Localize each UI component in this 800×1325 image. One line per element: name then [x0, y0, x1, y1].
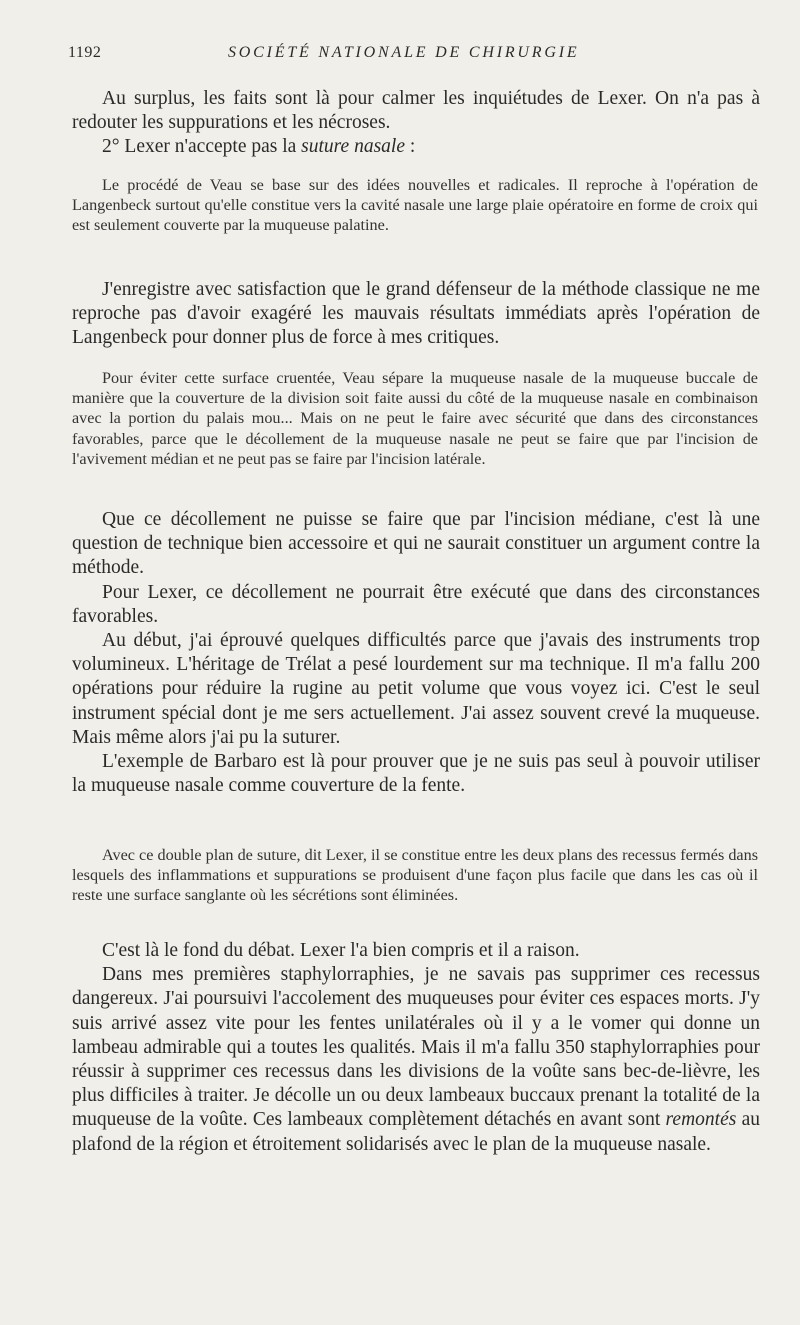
point-2-prefix: 2° Lexer n'accepte pas la	[102, 136, 302, 158]
page-number: 1192	[68, 44, 102, 61]
paragraph-pour-lexer: Pour Lexer, ce décollement ne pourrait être exécuté que dans des circonstances favorables.	[72, 581, 760, 627]
section-3-block	[72, 939, 760, 1157]
lexer-quote-2: Pour éviter cette surface cruentée, Veau sépare la muqueuse nasale de la muqueuse buccale de manière que la couverture de la division soit faite aussi du côté de la muqueuse nasale en combinaison avec la portion du palais mou... Mais on ne peut le faire avec sécurité que dans des circonstances favorables, parce que le décollement de la muqueuse nasale ne peut se faire que par l'incision de l'avivement médian et ne peut pas se faire par l'incision latérale.	[72, 369, 758, 468]
point-2-paragraph	[72, 135, 760, 159]
lexer-quote-3: Avec ce double plan de suture, dit Lexer, il se constitue entre les deux plans des recessus fermés dans lesquels des inflammations et suppurations se produisent d'une façon plus facile que dans les cas où il reste une surface sanglante où les sécrétions sont éliminées.	[72, 846, 758, 905]
running-title: SOCIÉTÉ NATIONALE DE CHIRURGIE	[228, 44, 580, 61]
paragraph-enregistre: J'enregistre avec satisfaction que le grand défenseur de la méthode classique ne me reproche pas d'avoir exagéré les mauvais résultats immédiats après l'opération de Langenbeck pour donner plus de force à mes critiques.	[72, 279, 760, 349]
point-2-italic: suture nasale	[301, 136, 405, 158]
paragraph-fond-du-debat: C'est là le fond du débat. Lexer l'a bien compris et il a raison.	[102, 940, 580, 961]
section-2-block	[72, 508, 760, 798]
intro-paragraph: Au surplus, les faits sont là pour calmer les inquiétudes de Lexer. On n'a pas à redouter les suppurations et les nécroses.	[72, 88, 760, 134]
staphylorraphies-text-2: au plafond de la région et étroitement solidarisés avec le plan de la muqueuse nasale.	[72, 1109, 760, 1155]
page-header	[68, 44, 758, 64]
paragraph-barbaro: L'exemple de Barbaro est là pour prouver que je ne suis pas seul à pouvoir utiliser la muqueuse nasale comme couverture de la fente.	[72, 751, 760, 797]
paragraph-au-debut: Au début, j'ai éprouvé quelques difficultés parce que j'avais des instruments trop volumineux. L'héritage de Trélat a pesé lourdement sur ma technique. Il m'a fallu 200 opérations pour réduire la rugine au petit volume que vous voyez ici. C'est le seul instrument spécial dont je me sers actuellement. J'ai assez souvent crevé la muqueuse. Mais même alors j'ai pu la suturer.	[72, 630, 760, 748]
point-2-suffix: :	[405, 136, 416, 158]
intro-block	[72, 87, 760, 160]
paragraph-decollement: Que ce décollement ne puisse se faire que par l'incision médiane, c'est là une question de technique bien accessoire et qui ne saurait constituer un argument contre la méthode.	[72, 509, 760, 579]
staphylorraphies-italic: remontés	[665, 1109, 737, 1131]
staphylorraphies-text-1: Dans mes premières staphylorraphies, je ne savais pas supprimer ces recessus dangereux. J'ai poursuivi l'accolement des muqueuses pour éviter ces espaces morts. J'y suis arrivé assez vite pour les fentes unilatérales où il y a le vomer qui donne un lambeau admirable qui a toutes les qualités. Mais il m'a fallu 350 staphylorraphies pour réussir à supprimer ces recessus dans les divisions de la voûte sans bec-de-lièvre, les plus difficiles à traiter. Je décolle un ou deux lambeaux buccaux prenant la totalité de la muqueuse de la voûte. Ces lambeaux complètement détachés en avant sont	[72, 964, 760, 1131]
lexer-quote-1: Le procédé de Veau se base sur des idées nouvelles et radicales. Il reproche à l'opération de Langenbeck surtout qu'elle constitue vers la cavité nasale une large plaie opératoire en forme de croix qui est seulement couverte par la muqueuse palatine.	[72, 176, 758, 235]
paragraph-staphylorraphies	[72, 963, 760, 1157]
